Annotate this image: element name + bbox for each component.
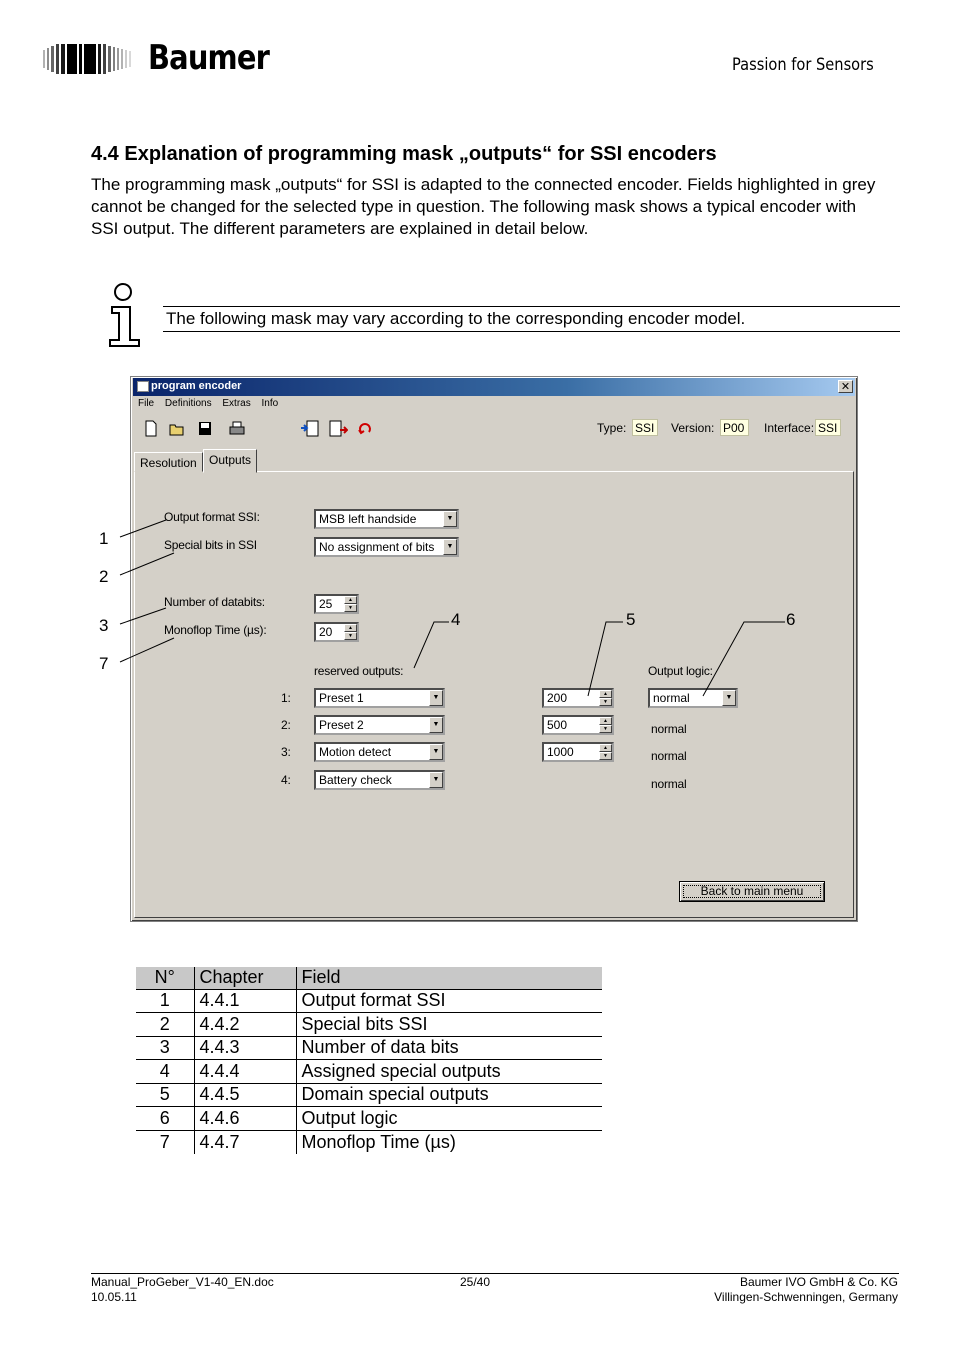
footer-filename: Manual_ProGeber_V1-40_EN.doc [91, 1275, 274, 1289]
col-header-chapter: Chapter [194, 967, 296, 989]
monoflop-label: Monoflop Time (µs): [164, 623, 267, 637]
callout-6: 6 [786, 610, 796, 629]
domain-value: 200 [547, 691, 568, 705]
type-field: SSI [632, 419, 658, 436]
reserved-output-select-4[interactable] [314, 770, 445, 790]
chevron-down-icon[interactable]: ▼ [443, 511, 457, 527]
spin-down-icon[interactable]: ▼ [599, 698, 612, 706]
spin-up-icon[interactable]: ▲ [344, 596, 357, 604]
note-text: The following mask may vary according to the corresponding encoder model. [166, 309, 746, 328]
spin-down-icon[interactable]: ▼ [344, 604, 357, 612]
footer-date: 10.05.11 [91, 1290, 137, 1304]
reserved-output-select-2[interactable] [314, 715, 445, 735]
tagline: Passion for Sensors [732, 55, 874, 75]
spin-up-icon[interactable]: ▲ [344, 624, 357, 632]
intro-paragraph: The programming mask „outputs“ for SSI is adapted to the connected encoder. Fields highlighted in grey cannot be changed for the selected type in question. The following mask shows a typical encoder with SSI output. The different parameters are explained in detail below. [91, 175, 876, 238]
databits-label: Number of databits: [164, 595, 265, 609]
monoflop-value: 20 [319, 625, 333, 639]
new-file-icon[interactable] [143, 420, 159, 437]
interface-field: SSI [815, 419, 841, 436]
cell-number: 7 [136, 1130, 194, 1154]
tab-outputs[interactable]: Outputs [203, 449, 257, 473]
chevron-down-icon[interactable]: ▼ [429, 772, 443, 788]
spin-up-icon[interactable]: ▲ [599, 690, 612, 698]
reserved-output-select-1[interactable] [314, 688, 445, 708]
window-title: program encoder [151, 380, 242, 392]
output-logic-text: normal [651, 749, 687, 763]
cell-number: 5 [136, 1083, 194, 1107]
brand-name: Baumer [148, 38, 269, 78]
table-row [136, 1060, 602, 1084]
cell-chapter: 4.4.6 [194, 1107, 296, 1131]
databits-value: 25 [319, 597, 333, 611]
output-number: 3: [281, 745, 291, 759]
menu-info[interactable]: Info [261, 398, 279, 409]
read-encoder-icon[interactable] [301, 420, 321, 437]
callout-3: 3 [99, 616, 109, 635]
cell-number: 6 [136, 1107, 194, 1131]
output-format-select[interactable] [314, 509, 459, 529]
cell-field: Monoflop Time (µs) [296, 1130, 602, 1154]
menu-bar [138, 398, 286, 409]
chevron-down-icon[interactable]: ▼ [429, 717, 443, 733]
app-icon [137, 381, 149, 392]
chevron-down-icon[interactable]: ▼ [429, 690, 443, 706]
callout-5: 5 [626, 610, 636, 629]
table-row [136, 1013, 602, 1037]
reserved-output-value: Motion detect [319, 745, 392, 759]
cell-chapter: 4.4.5 [194, 1083, 296, 1107]
callout-2: 2 [99, 567, 109, 586]
spin-down-icon[interactable]: ▼ [599, 725, 612, 733]
note-rule-top [163, 306, 900, 307]
menu-extras[interactable]: Extras [222, 398, 251, 409]
table-header-row [136, 967, 602, 989]
output-number: 1: [281, 691, 291, 705]
note-rule-bottom [163, 331, 900, 332]
output-logic-value: normal [653, 691, 690, 705]
menu-definitions[interactable]: Definitions [164, 398, 212, 409]
spin-up-icon[interactable]: ▲ [599, 717, 612, 725]
chapter-table [136, 967, 602, 1154]
domain-stepper-1[interactable] [542, 688, 614, 708]
table-row [136, 1083, 602, 1107]
cell-chapter: 4.4.3 [194, 1036, 296, 1060]
save-icon[interactable] [197, 420, 213, 437]
cell-field: Assigned special outputs [296, 1060, 602, 1084]
special-bits-value: No assignment of bits [319, 540, 435, 554]
page-number: 25/40 [460, 1275, 491, 1289]
footer-company: Baumer IVO GmbH & Co. KG [739, 1275, 898, 1289]
cell-chapter: 4.4.4 [194, 1060, 296, 1084]
footer-location: Villingen-Schwenningen, Germany [714, 1290, 898, 1304]
callout-7: 7 [99, 654, 109, 673]
chevron-down-icon[interactable]: ▼ [443, 539, 457, 555]
focus-rect [683, 885, 821, 898]
output-format-label: Output format SSI: [164, 510, 260, 524]
domain-stepper-2[interactable] [542, 715, 614, 735]
table-row [136, 1107, 602, 1131]
info-icon [105, 282, 145, 348]
output-logic-text: normal [651, 777, 687, 791]
baumer-logo-mark [43, 44, 137, 74]
col-header-number: N° [136, 967, 194, 989]
interface-label: Interface: [764, 421, 815, 435]
cell-chapter: 4.4.7 [194, 1130, 296, 1154]
reserved-output-value: Battery check [319, 773, 392, 787]
print-icon[interactable] [229, 420, 245, 437]
output-logic-label: Output logic: [648, 664, 713, 678]
spin-up-icon[interactable]: ▲ [599, 744, 612, 752]
cell-number: 1 [136, 989, 194, 1013]
reserved-output-select-3[interactable] [314, 742, 445, 762]
reserved-output-value: Preset 2 [319, 718, 364, 732]
cell-number: 2 [136, 1013, 194, 1037]
cell-field: Number of data bits [296, 1036, 602, 1060]
chevron-down-icon[interactable]: ▼ [722, 690, 736, 706]
reserved-output-value: Preset 1 [319, 691, 364, 705]
reset-icon[interactable] [357, 420, 373, 437]
reserved-outputs-label: reserved outputs: [314, 664, 404, 678]
type-label: Type: [597, 421, 627, 435]
callout-1: 1 [99, 529, 109, 548]
table-row [136, 1130, 602, 1154]
special-bits-select[interactable] [314, 537, 459, 557]
cell-field: Special bits SSI [296, 1013, 602, 1037]
col-header-field: Field [296, 967, 602, 989]
callout-4: 4 [451, 610, 461, 629]
cell-number: 4 [136, 1060, 194, 1084]
cell-chapter: 4.4.1 [194, 989, 296, 1013]
output-logic-text: normal [651, 722, 687, 736]
databits-stepper[interactable] [314, 594, 359, 614]
output-number: 4: [281, 773, 291, 787]
footer-rule [91, 1273, 899, 1274]
domain-value: 1000 [547, 745, 574, 759]
open-folder-icon[interactable] [169, 420, 185, 437]
version-label: Version: [671, 421, 715, 435]
spin-down-icon[interactable]: ▼ [599, 752, 612, 760]
cell-number: 3 [136, 1036, 194, 1060]
cell-field: Domain special outputs [296, 1083, 602, 1107]
section-heading: 4.4 Explanation of programming mask „outputs“ for SSI encoders [91, 143, 717, 165]
back-button-label: Back to main menu [700, 884, 804, 898]
output-format-value: MSB left handside [319, 512, 417, 526]
output-number: 2: [281, 718, 291, 732]
domain-value: 500 [547, 718, 568, 732]
cell-chapter: 4.4.2 [194, 1013, 296, 1037]
tab-resolution[interactable]: Resolution [134, 452, 203, 472]
write-encoder-icon[interactable] [328, 420, 348, 437]
monoflop-stepper[interactable] [314, 622, 359, 642]
back-to-main-menu-button[interactable] [679, 881, 825, 902]
close-button[interactable]: ✕ [838, 380, 853, 393]
domain-stepper-3[interactable] [542, 742, 614, 762]
menu-file[interactable]: File [138, 398, 155, 409]
table-row [136, 1036, 602, 1060]
special-bits-label: Special bits in SSI [164, 538, 257, 552]
spin-down-icon[interactable]: ▼ [344, 632, 357, 640]
table-row [136, 989, 602, 1013]
cell-field: Output format SSI [296, 989, 602, 1013]
version-field: P00 [720, 419, 749, 436]
chevron-down-icon[interactable]: ▼ [429, 744, 443, 760]
cell-field: Output logic [296, 1107, 602, 1131]
output-logic-select-1[interactable] [648, 688, 738, 708]
